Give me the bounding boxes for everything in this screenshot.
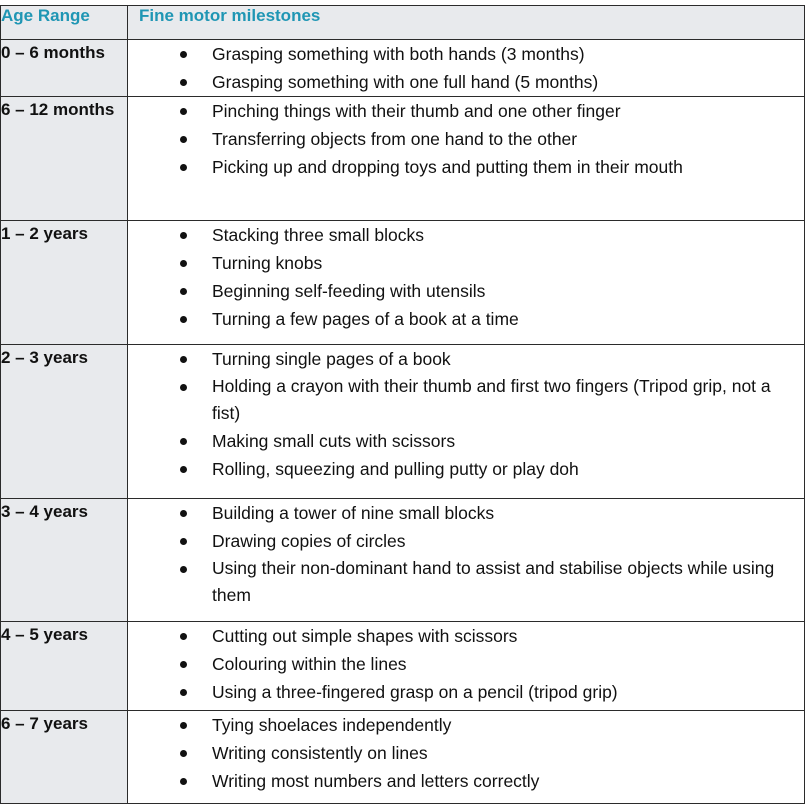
milestone-list xyxy=(128,345,804,483)
milestone-list xyxy=(128,711,804,795)
milestone-list xyxy=(128,499,804,609)
table-row xyxy=(1,221,805,345)
milestone-list xyxy=(128,97,804,181)
milestone-item: Colouring within the lines xyxy=(128,650,804,678)
age-range-cell: 4 – 5 years xyxy=(1,622,128,711)
milestones-cell xyxy=(128,97,805,221)
milestone-item: Picking up and dropping toys and putting them in their mouth xyxy=(128,153,804,181)
milestone-item: Transferring objects from one hand to the other xyxy=(128,125,804,153)
milestone-item: Holding a crayon with their thumb and first two fingers (Tripod grip, not a fist) xyxy=(128,373,804,427)
milestone-item: Grasping something with both hands (3 months) xyxy=(128,40,804,68)
milestone-item: Turning knobs xyxy=(128,249,804,277)
header-fine-motor-milestones: Fine motor milestones xyxy=(128,6,805,40)
milestone-item: Grasping something with one full hand (5 months) xyxy=(128,68,804,96)
table-row xyxy=(1,711,805,804)
milestone-item: Using their non-dominant hand to assist and stabilise objects while using them xyxy=(128,555,804,609)
milestone-item: Building a tower of nine small blocks xyxy=(128,499,804,527)
milestones-cell xyxy=(128,622,805,711)
age-range-cell: 0 – 6 months xyxy=(1,40,128,97)
milestones-cell xyxy=(128,221,805,345)
table-row xyxy=(1,622,805,711)
milestone-item: Tying shoelaces independently xyxy=(128,711,804,739)
milestone-item: Turning single pages of a book xyxy=(128,345,804,373)
milestones-cell xyxy=(128,711,805,804)
table-row xyxy=(1,40,805,97)
age-range-cell: 3 – 4 years xyxy=(1,499,128,622)
milestone-item: Rolling, squeezing and pulling putty or play doh xyxy=(128,455,804,483)
milestone-item: Drawing copies of circles xyxy=(128,527,804,555)
header-age-range: Age Range xyxy=(1,6,128,40)
milestone-item: Writing most numbers and letters correctly xyxy=(128,767,804,795)
table-row xyxy=(1,97,805,221)
table-row xyxy=(1,345,805,499)
milestone-list xyxy=(128,221,804,333)
milestones-table xyxy=(0,5,805,804)
milestone-list xyxy=(128,40,804,96)
age-range-cell: 1 – 2 years xyxy=(1,221,128,345)
table-row xyxy=(1,499,805,622)
milestone-item: Pinching things with their thumb and one other finger xyxy=(128,97,804,125)
milestones-cell xyxy=(128,40,805,97)
age-range-cell: 6 – 12 months xyxy=(1,97,128,221)
age-range-cell: 6 – 7 years xyxy=(1,711,128,804)
milestone-item: Beginning self-feeding with utensils xyxy=(128,277,804,305)
age-range-cell: 2 – 3 years xyxy=(1,345,128,499)
milestone-list xyxy=(128,622,804,706)
milestone-item: Writing consistently on lines xyxy=(128,739,804,767)
milestone-item: Using a three-fingered grasp on a pencil (tripod grip) xyxy=(128,678,804,706)
header-row xyxy=(1,6,805,40)
milestone-item: Cutting out simple shapes with scissors xyxy=(128,622,804,650)
milestone-item: Turning a few pages of a book at a time xyxy=(128,305,804,333)
milestone-item: Making small cuts with scissors xyxy=(128,427,804,455)
milestones-cell xyxy=(128,345,805,499)
milestones-cell xyxy=(128,499,805,622)
milestone-item: Stacking three small blocks xyxy=(128,221,804,249)
